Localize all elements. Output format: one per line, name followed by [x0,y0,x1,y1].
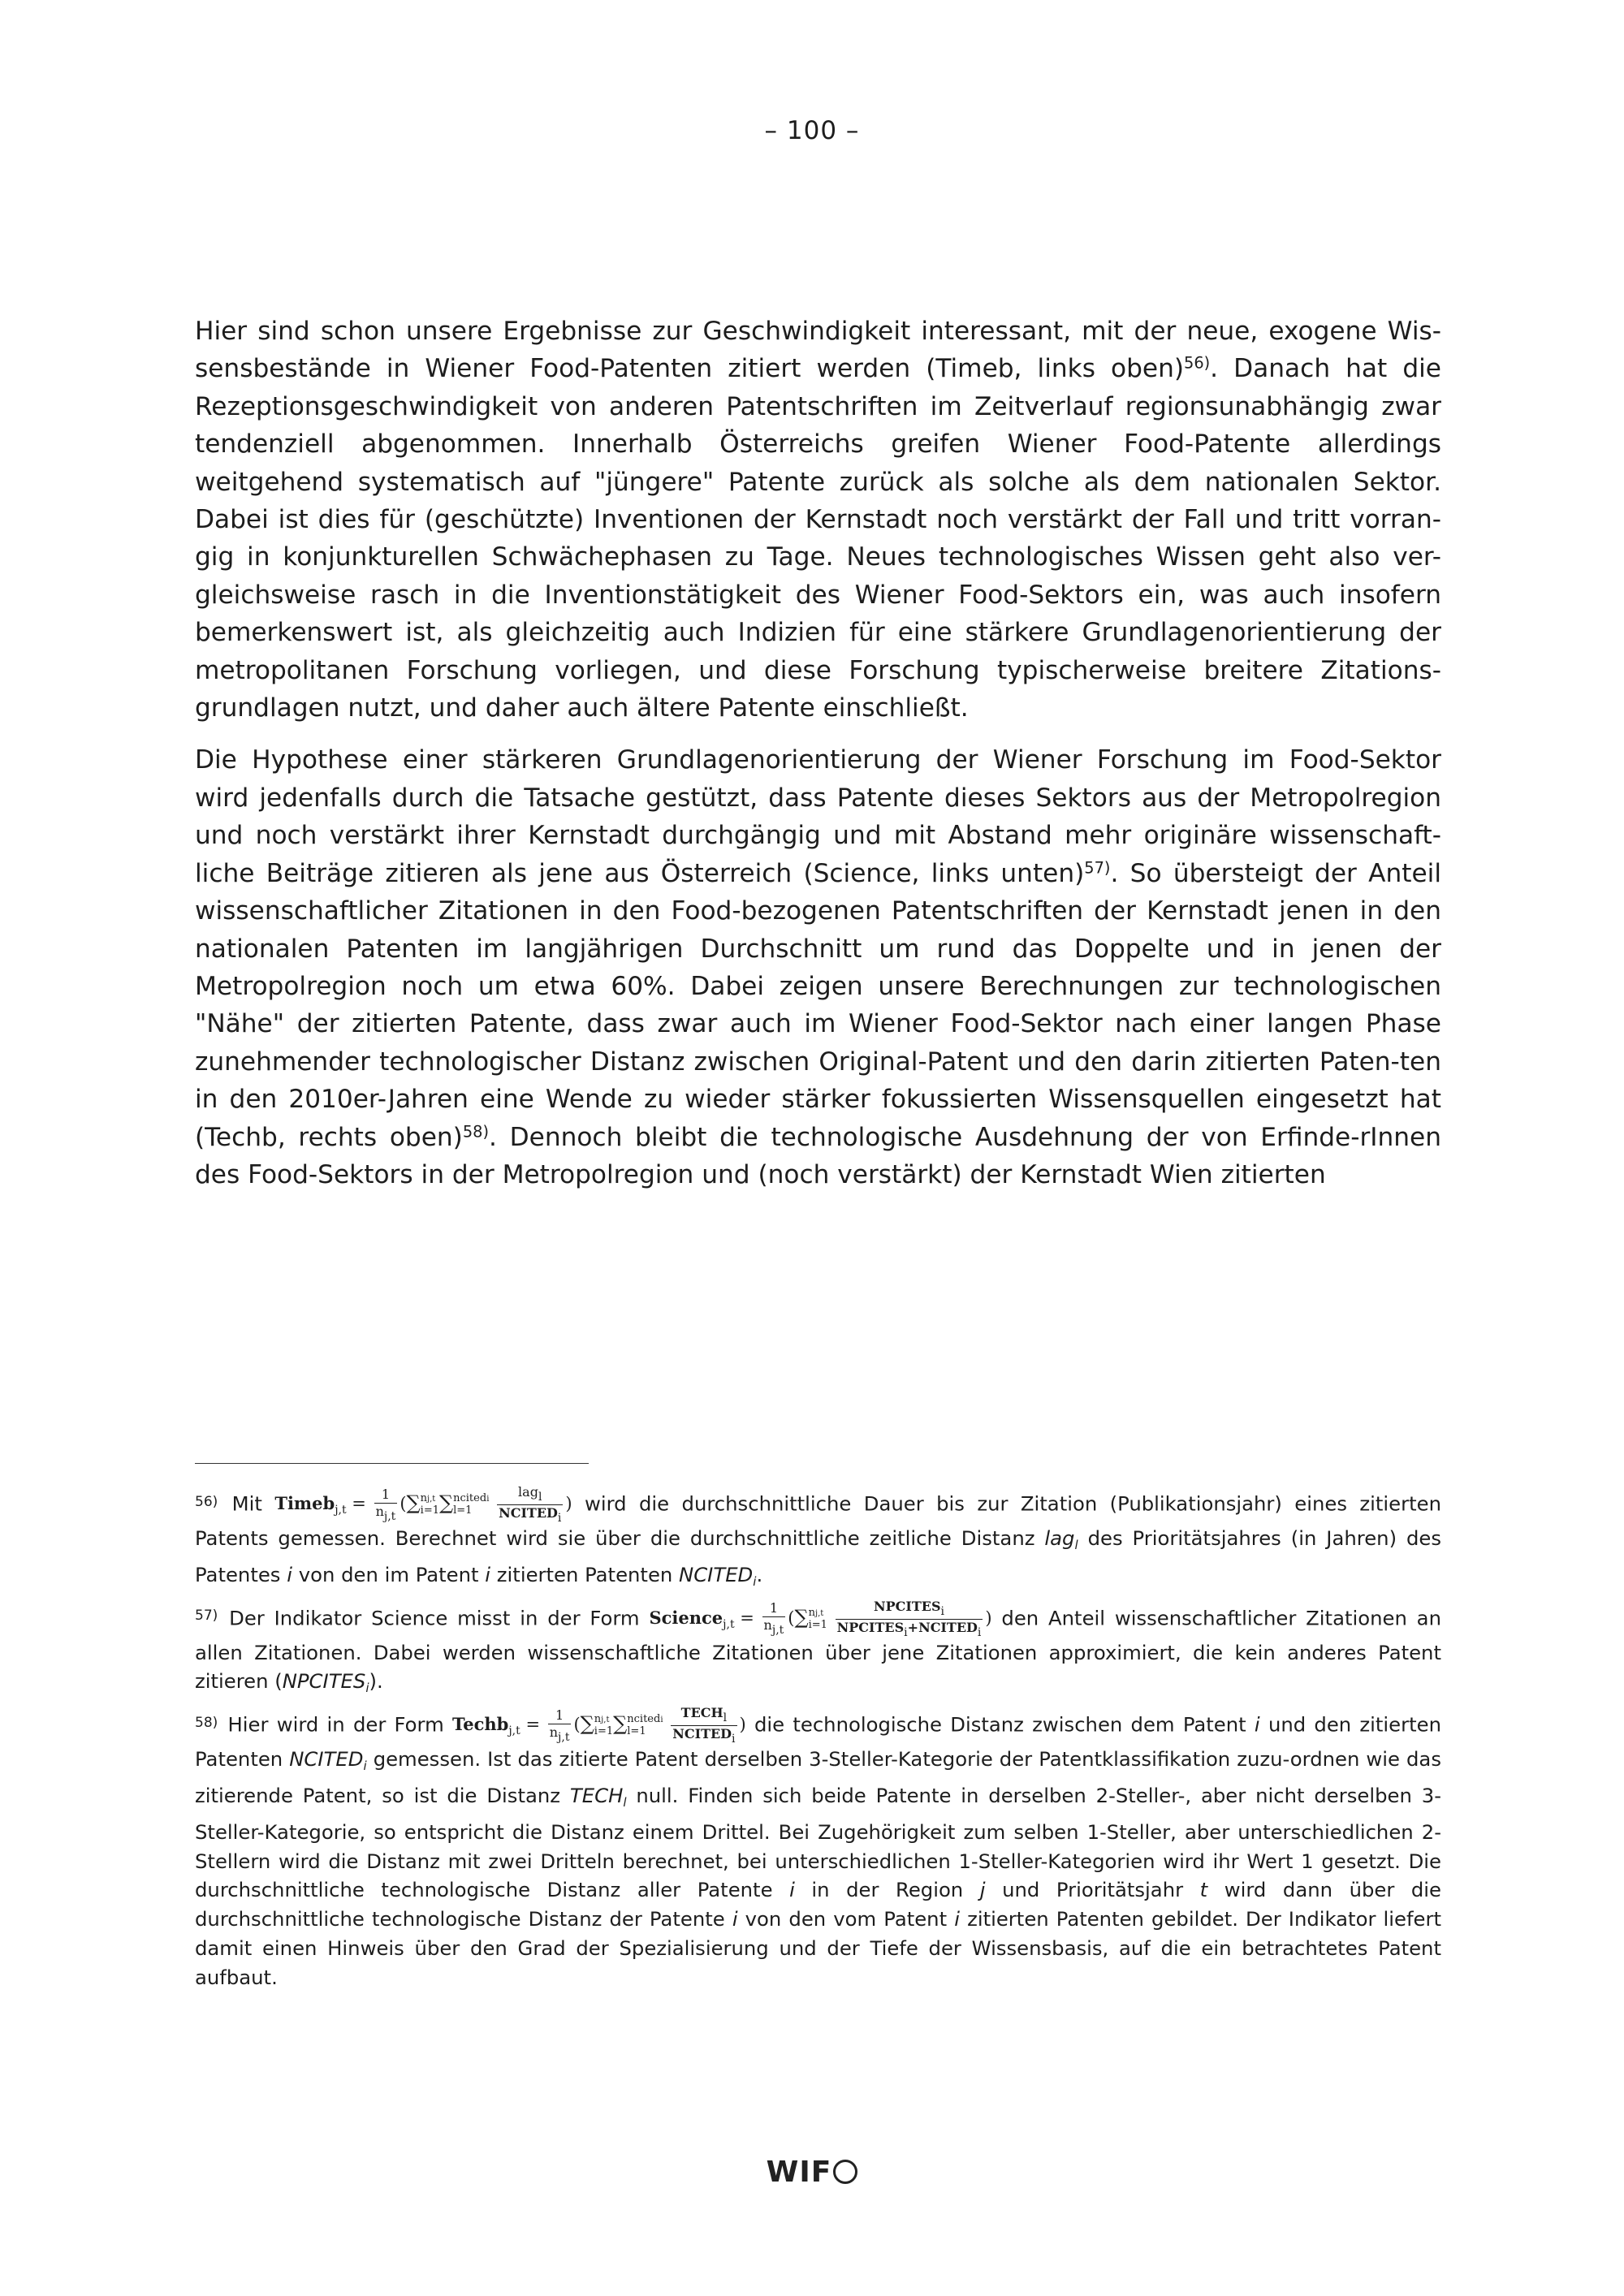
footnote-57 [195,1600,1441,1704]
lag-term: lag$_l$ [1044,1526,1078,1552]
footnote-mark: 57) [195,1608,218,1625]
formula-fraction [671,1707,736,1745]
p2-text-b: . So übersteigt der Anteil wissenschaftlicher Zitationen in den Food-bezogenen Patentschriften der Kernstadt jenen in den nationalen Patenten im langjährigen Durchschnitt um rund das Doppelte und in jenen der Metropolregion noch um etwa 60%. Dabei zeigen unsere Berechnungen zur technologischen "Nähe" der zitierten Patente, dass zwar auch im Wiener Food-Sektor nach einer langen Phase zunehmender technologischer Distanz zwischen Original-Patent und den darin zitierten Paten-ten in den 2010er-Jahren eine Wende zu wieder stärker fokussierten Wissensquellen eingesetzt hat (Techb, rechts oben) [195,858,1441,1152]
fraction-denominator: NCITEDi [499,1505,562,1525]
p1-text-b: . Danach hat die Rezeptionsgeschwindigkeit von anderen Patentschriften im Zeitverlauf regionsunabhängig zwar tendenziell abgenommen. Innerhalb Österreichs greifen Wiener Food-Patente allerdings weitgehend systematisch auf "jüngere" Patente zurück als solche als dem nationalen Sektor. Dabei ist dies für (geschützte) Inventionen der Kernstadt noch verstärkt der Fall und tritt vorran-gig in konjunkturellen Schwächephasen zu Tage. Neues technologisches Wissen geht also ver-gleichsweise rasch in die Inventionstätigkeit des Wiener Food-Sektors ein, was auch insofern bemerkenswert ist, als gleichzeitig auch Indizien für eine stärkere Grundlagenorientierung der metropolitanen Forschung vorliegen, und diese Forschung typischerweise breitere Zitations-grundlagen nutzt, und daher auch ältere Patente einschließt. [195,354,1441,723]
footnote-text: zitierten Patenten [496,1562,673,1586]
formula-fraction [374,1488,398,1522]
fraction-numerator: NPCITESi [836,1600,983,1620]
sum-limits: ncitedi l=1 [453,1492,490,1517]
ncited-term: $NCITED_i$ [679,1562,757,1589]
footnote-lead: Der Indikator Science misst in der Form [229,1606,640,1630]
formula-fraction [762,1602,786,1636]
fraction-denominator: NPCITESi+NCITEDi [836,1619,982,1639]
footnote-text: zitierten Patenten gebildet. Der Indikator liefert damit einen Hinweis über den Grad der Spezialisierung und der Tiefe der Wissensbasis, auf die ein betrachtetes Patent aufbaut. [195,1907,1441,1989]
sum-limits: nj,t i=1 [420,1492,439,1517]
npcites-term: $NPCITES_i$ [282,1669,369,1696]
fraction-denominator: NCITEDi [672,1726,736,1746]
paragraph-1 [195,313,1441,727]
footnote-mark: 58) [195,1714,218,1731]
p2-text-c: . Dennoch bleibt die technologische Ausdehnung der von Erfinde-rInnen des Food-Sektors in der Metropolregion und (noch verstärkt) der Kernstadt Wien zitierten [195,1122,1441,1189]
fraction-numerator: TECHl [671,1707,736,1726]
formula-lhs-sub: j,t [723,1617,735,1631]
paragraph-2 [195,741,1441,1193]
formula-fraction [548,1709,572,1743]
footnote-text: null. Finden sich beide Patente in derselben 2-Steller-, aber nicht derselben 3-Steller-Kategorie, so entspricht die Distanz einem Drittel. Bei Zugehörigkeit zum selben 1-Steller, aber unterschiedlichen 2-Stellern wird die Distanz mit zwei Dritteln berechnet, bei unterschiedlichen 1-Steller-Kategorien wird ihr Wert 1 gesetzt. Die durchschnittliche technologische Distanz aller Patente [195,1783,1441,1902]
footnote-text: . [756,1562,763,1586]
fraction-denominator: nj,t [763,1617,784,1638]
footnote-text: wird dann über die durchschnittliche technologische Distanz der Patente [195,1878,1441,1931]
sum-symbol: ∑ [794,1605,809,1629]
p2-text-a: Die Hypothese einer stärkeren Grundlagenorientierung der Wiener Forschung im Food-Sektor wird jedenfalls durch die Tatsache gestützt, dass Patente dieses Sektors aus der Metropolregion und noch verstärkt ihrer Kernstadt durchgängig und mit Abstand mehr originäre wissenschaft-liche Beiträge zitieren als jene aus Österreich (Science, links unten) [195,745,1441,888]
footnote-lead: Hier wird in der Form [227,1712,444,1737]
formula-lhs: Techb [452,1714,509,1735]
p1-text-a: Hier sind schon unsere Ergebnisse zur Geschwindigkeit interessant, mit der neue, exogene Wis-sensbestände in Wiener Food-Patenten zitiert werden (Timeb, links oben) [195,317,1441,384]
index-t: t [1199,1878,1208,1902]
sum-symbol: ∑ [613,1712,628,1736]
sum-symbol: ∑ [438,1491,454,1514]
page-number: – 100 – [764,116,860,145]
fraction-denominator: nj,t [549,1724,570,1744]
index-i: i [1254,1712,1260,1737]
footnote-text: die technologische Distanz zwischen dem Patent [754,1712,1246,1737]
sum-limits: nj,t i=1 [594,1713,614,1738]
main-text [195,313,1441,1208]
techb-formula: Techb$_{j,t}$ = $\frac{1}{nj,t}$ (∑nj,t i=1∑ncitedi l=1 $\frac{\text{TECHl}}{\text{NCITEDi}}$ ) [452,1705,746,1746]
formula-lhs: Timeb [274,1493,335,1513]
index-i: i [789,1878,795,1902]
index-j: j [979,1878,986,1902]
sum-limits: nj,t i=1 [808,1606,827,1631]
footnote-ref-57[interactable]: 57) [1084,858,1111,878]
sum-limits: ncitedi l=1 [627,1713,663,1738]
footnote-text: und den zitierten Patenten [195,1712,1441,1772]
footnote-mark: 56) [195,1493,218,1510]
wifo-logo [0,2156,1624,2189]
footnote-text: wird die durchschnittliche Dauer bis zur Zitation (Publikationsjahr) eines zitierten Patents gemessen. Berechnet wird sie über die durchschnittliche zeitliche Distanz [195,1491,1441,1550]
footnote-lead: Mit [231,1491,262,1516]
formula-lhs-sub: j,t [335,1504,347,1517]
fraction-numerator: 1 [762,1602,786,1617]
footnote-text: den Anteil wissenschaftlicher Zitationen an allen Zitationen. Dabei werden wissenschaftliche Zitationen über jene Zitationen approximiert, die kein anderes Patent zitieren ( [195,1606,1441,1694]
footnote-text: und Prioritätsjahr [1002,1878,1184,1902]
index-i: i [954,1907,960,1931]
timeb-formula: Timeb$_{j,t}$ = $\frac{1}{nj,t}$ (∑nj,t i=1∑ncitedi l=1 $\frac{\text{lagl}}{\text{NCITEDi}}$ ) [274,1484,572,1525]
fraction-denominator: nj,t [375,1503,396,1523]
footnote-text: des Prioritätsjahres (in Jahren) des Patentes [195,1526,1442,1586]
footnote-56 [195,1486,1441,1597]
formula-fraction [836,1600,983,1638]
fraction-numerator: lagl [497,1486,563,1505]
footnote-ref-58[interactable]: 58) [462,1121,489,1141]
footnote-text: von den vom Patent [745,1907,948,1931]
logo-letters: WIF [766,2156,832,2189]
sum-symbol: ∑ [406,1491,421,1514]
footnote-ref-56[interactable]: 56) [1184,353,1211,373]
footnote-text: von den im Patent [298,1562,479,1586]
footnotes [195,1486,1441,1996]
logo-circle-icon [833,2160,857,2184]
index-i: i [485,1562,491,1586]
fraction-numerator: 1 [374,1488,398,1504]
index-i: i [287,1562,292,1586]
science-formula: Science$_{j,t}$ = $\frac{1}{nj,t}$ (∑nj,t i=1 $\frac{\text{NPCITESi}}{\text{NPCITESi+NCITEDi}}$ ) [649,1598,992,1639]
index-i: i [732,1907,738,1931]
sum-symbol: ∑ [580,1712,594,1736]
footnote-separator [195,1463,589,1464]
footnote-text: ). [369,1669,383,1694]
tech-term: $TECH_l$ [569,1783,627,1810]
footnote-58 [195,1707,1441,1992]
fraction-numerator: 1 [548,1709,572,1724]
footnote-text: gemessen. Ist das zitierte Patent derselben 3-Steller-Kategorie der Patentklassifikation zuzu-ordnen wie das zitierende Patent, so ist die Distanz [195,1747,1441,1807]
formula-fraction [497,1486,563,1524]
footnote-text: in der Region [811,1878,964,1902]
formula-lhs-sub: j,t [508,1724,520,1738]
ncited-term: $NCITED_i$ [289,1747,367,1774]
formula-lhs: Science [649,1607,723,1628]
